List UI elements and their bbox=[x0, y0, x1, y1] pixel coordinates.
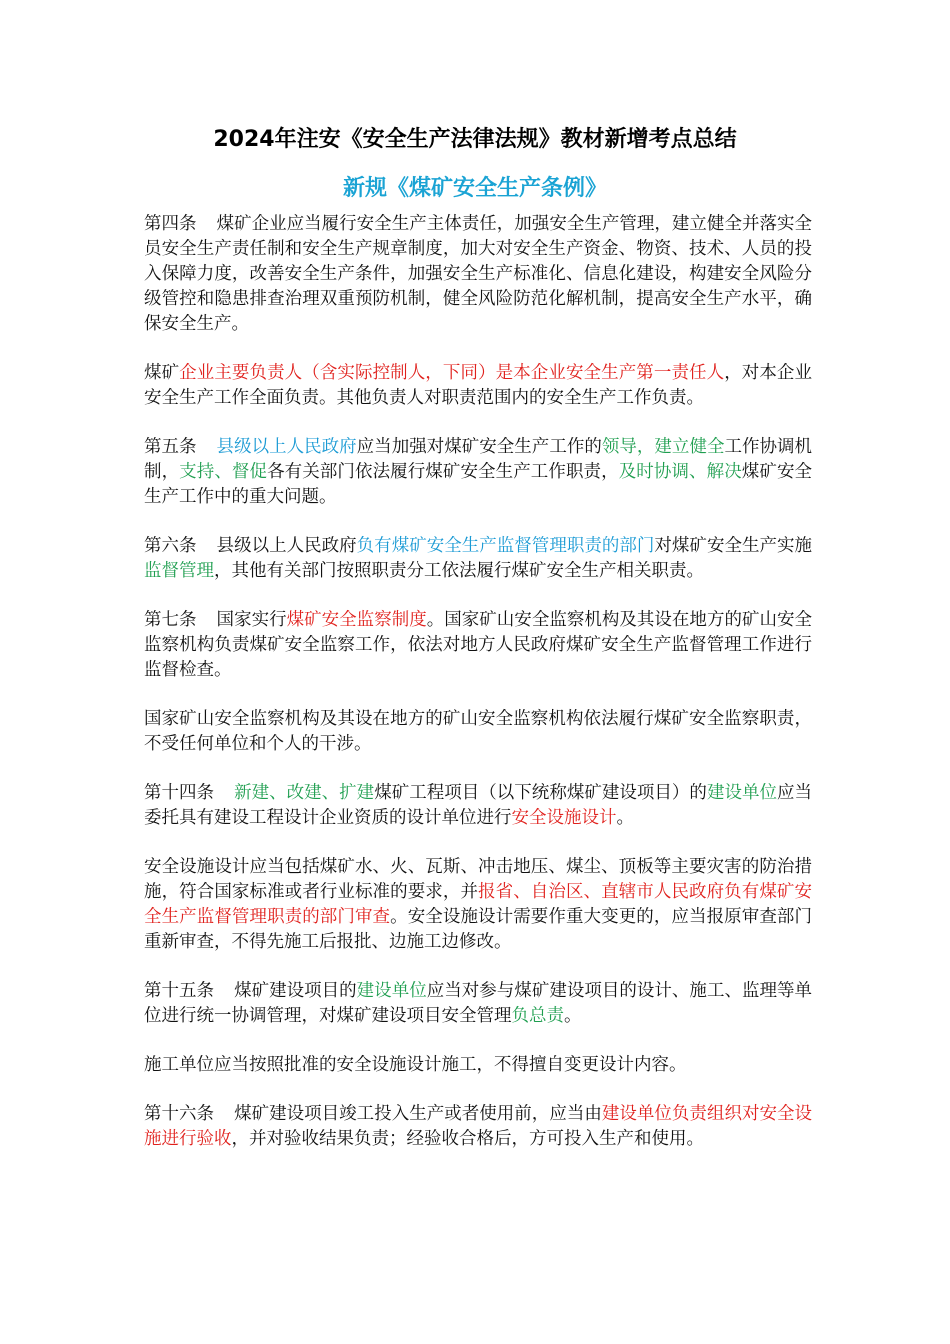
article-15-construction-paragraph bbox=[144, 1053, 812, 1078]
article-number: 第十五条 bbox=[144, 981, 215, 1001]
article-7-paragraph bbox=[144, 608, 812, 683]
highlight-green: 建设单位 bbox=[706, 783, 778, 803]
highlight-green: 监督管理 bbox=[144, 561, 214, 581]
article-4-responsible-person-paragraph bbox=[144, 361, 812, 411]
document-body bbox=[144, 212, 812, 1176]
highlight-red: 企业主要负责人（含实际控制人，下同）是本企业安全生产第一责任人 bbox=[179, 363, 725, 383]
text-segment: 煤矿安全生产工作中的重大问题。 bbox=[144, 462, 813, 507]
text-segment: 国家矿山安全监察机构及其设在地方的矿山安全监察机构依法履行煤矿安全监察职责，不受任何单位和个人的干涉。 bbox=[144, 709, 812, 754]
article-number: 第五条 bbox=[144, 437, 197, 457]
text-segment: 应当委托具有建设工程设计企业资质的设计单位进行 bbox=[144, 783, 813, 828]
highlight-red: 报省、自治区、直辖市人民政府负有煤矿安全生产监督管理职责的部门审查 bbox=[144, 882, 813, 927]
highlight-green: 及时协调、解决 bbox=[618, 462, 742, 482]
text-segment: 应当加强对煤矿安全生产工作的 bbox=[356, 437, 602, 457]
highlight-red: 煤矿安全监察制度 bbox=[286, 610, 427, 630]
article-15-paragraph bbox=[144, 979, 812, 1029]
article-number: 第十四条 bbox=[144, 783, 215, 803]
text-segment: 安全设施设计应当包括煤矿水、火、瓦斯、冲击地压、煤尘、顶板等主要灾害的防治措施，符合国家标准或者行业标准的要求，并 bbox=[144, 857, 812, 902]
text-segment: ，并对验收结果负责；经验收合格后，方可投入生产和使用。 bbox=[231, 1129, 704, 1149]
highlight-blue: 县级以上人民政府 bbox=[216, 437, 357, 457]
highlight-green: 建设单位 bbox=[356, 981, 427, 1001]
text-segment: 各有关部门依法履行煤矿安全生产工作职责， bbox=[267, 462, 619, 482]
text-segment: 工作协调机制， bbox=[144, 437, 813, 482]
highlight-green: 新建、改建、扩建 bbox=[234, 783, 375, 803]
article-7-supervision-paragraph bbox=[144, 707, 812, 757]
text-segment: 。 bbox=[564, 1006, 582, 1026]
text-segment: 煤矿建设项目的 bbox=[234, 981, 357, 1001]
document-title: 2024年注安《安全生产法律法规》教材新增考点总结 bbox=[213, 127, 737, 152]
text-segment: 煤矿建设项目竣工投入生产或者使用前，应当由 bbox=[234, 1104, 602, 1124]
text-segment: 对煤矿安全生产实施 bbox=[654, 536, 813, 556]
text-segment: 。国家矿山安全监察机构及其设在地方的矿山安全监察机构负责煤矿安全监察工作，依法对地方人民政府煤矿安全生产监督管理工作进行监督检查。 bbox=[144, 610, 813, 680]
article-number: 第四条 bbox=[144, 214, 197, 234]
article-number: 第十六条 bbox=[144, 1104, 215, 1124]
text-segment: 煤矿 bbox=[144, 363, 180, 383]
highlight-blue: 负有煤矿安全生产监督管理职责的部门 bbox=[356, 536, 655, 556]
text-segment: 煤矿企业应当履行安全生产主体责任，加强安全生产管理，建立健全并落实全员安全生产责任制和安全生产规章制度，加大对安全生产资金、物资、技术、人员的投入保障力度，改善安全生产条件，加强安全生产标准化、信息化建设，构建安全风险分级管控和隐患排查治理双重预防机制，健全风险防范化解机制，提高安全生产水平，确保安全生产。 bbox=[144, 214, 813, 334]
highlight-red: 建设单位负责组织对安全设施进行验收 bbox=[144, 1104, 813, 1149]
article-number: 第六条 bbox=[144, 536, 197, 556]
text-segment: ，其他有关部门按照职责分工依法履行煤矿安全生产相关职责。 bbox=[214, 561, 704, 581]
highlight-green: 领导，建立健全 bbox=[601, 437, 725, 457]
article-14-paragraph bbox=[144, 781, 812, 831]
article-4-paragraph bbox=[144, 212, 812, 337]
text-segment: 。安全设施设计需要作重大变更的，应当报原审查部门重新审查，不得先施工后报批、边施工边修改。 bbox=[144, 907, 813, 952]
text-segment: 应当对参与煤矿建设项目的设计、施工、监理等单位进行统一协调管理，对煤矿建设项目安全管理 bbox=[144, 981, 813, 1026]
text-segment: 县级以上人民政府 bbox=[216, 536, 357, 556]
article-16-paragraph bbox=[144, 1102, 812, 1152]
article-number: 第七条 bbox=[144, 610, 197, 630]
highlight-green: 支持、督促 bbox=[179, 462, 268, 482]
highlight-green: 负总责 bbox=[511, 1006, 564, 1026]
text-segment: 施工单位应当按照批准的安全设施设计施工，不得擅自变更设计内容。 bbox=[144, 1055, 687, 1075]
article-14-design-paragraph bbox=[144, 855, 812, 955]
document-subtitle: 新规《煤矿安全生产条例》 bbox=[342, 176, 607, 201]
text-segment: 。 bbox=[616, 808, 634, 828]
highlight-red: 安全设施设计 bbox=[511, 808, 617, 828]
article-5-paragraph bbox=[144, 435, 812, 510]
text-segment: 国家实行 bbox=[216, 610, 287, 630]
text-segment: 煤矿工程项目（以下统称煤矿建设项目）的 bbox=[374, 783, 707, 803]
text-segment: ，对本企业安全生产工作全面负责。其他负责人对职责范围内的安全生产工作负责。 bbox=[144, 363, 813, 408]
article-6-paragraph bbox=[144, 534, 812, 584]
